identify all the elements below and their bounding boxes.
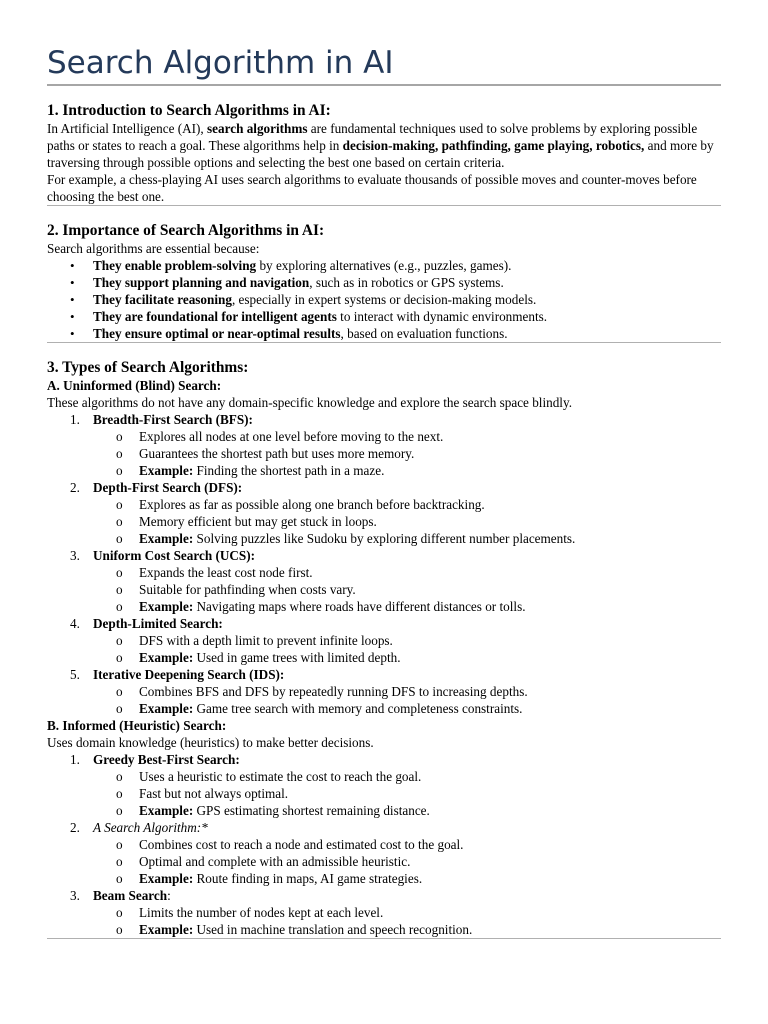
section-heading: 1. Introduction to Search Algorithms in AI:	[47, 102, 331, 119]
detail-item	[139, 445, 721, 462]
text-run: :	[167, 888, 171, 903]
intro-paragraph	[47, 120, 721, 171]
section-importance	[47, 222, 721, 343]
section-divider	[47, 342, 721, 343]
list-item	[93, 274, 721, 291]
text-run: Used in machine translation and speech recognition.	[193, 922, 473, 937]
text-run: by exploring alternatives (e.g., puzzles, games).	[256, 258, 512, 273]
detail-item	[139, 564, 721, 581]
detail-item	[139, 581, 721, 598]
item-number: 2.	[70, 820, 80, 835]
text-run: Fast but not always optimal.	[139, 786, 289, 801]
text-run: Optimal and complete with an admissible heuristic.	[139, 854, 411, 869]
text-run: , such as in robotics or GPS systems.	[309, 275, 504, 290]
importance-list	[47, 257, 721, 342]
detail-item	[139, 904, 721, 921]
detail-item	[139, 598, 721, 615]
subsection-intro: These algorithms do not have any domain-specific knowledge and explore the search space blindly.	[47, 395, 573, 410]
algorithm-name: Breadth-First Search (BFS):	[93, 412, 253, 427]
detail-item	[139, 802, 721, 819]
detail-item	[139, 683, 721, 700]
detail-item	[139, 836, 721, 853]
subsection-heading: A. Uninformed (Blind) Search:	[47, 378, 222, 393]
detail-item	[139, 921, 721, 938]
informed-algorithm-list	[47, 751, 721, 938]
item-number: 4.	[70, 616, 80, 631]
title-divider	[47, 84, 721, 86]
bold-run: decision-making, pathfinding, game playing, robotics,	[342, 138, 645, 153]
text-run: Used in game trees with limited depth.	[193, 650, 401, 665]
text-run: Suitable for pathfinding when costs vary.	[139, 582, 356, 597]
list-item	[93, 308, 721, 325]
text-run: , based on evaluation functions.	[340, 326, 508, 341]
detail-list	[47, 836, 721, 887]
detail-item	[139, 649, 721, 666]
detail-list	[47, 768, 721, 819]
algorithm-name: Greedy Best-First Search:	[93, 752, 240, 767]
bold-run: Example:	[139, 650, 194, 665]
algorithm-item	[47, 547, 721, 615]
bold-run: Example:	[139, 701, 194, 716]
bold-run: They are foundational for intelligent agents	[93, 309, 337, 324]
item-number: 3.	[70, 888, 80, 903]
list-item	[93, 257, 721, 274]
bold-run: Example:	[139, 599, 194, 614]
bold-run: They support planning and navigation	[93, 275, 310, 290]
detail-item	[139, 496, 721, 513]
bold-run: Example:	[139, 922, 194, 937]
bold-run: They facilitate reasoning	[93, 292, 232, 307]
item-number: 3.	[70, 548, 80, 563]
detail-item	[139, 768, 721, 785]
text-run: Route finding in maps, AI game strategies.	[193, 871, 423, 886]
section-intro: Search algorithms are essential because:	[47, 241, 260, 256]
section-heading: 2. Importance of Search Algorithms in AI:	[47, 222, 325, 239]
text-run: are fundamental techniques used to solve problems by exploring possible paths or states to reach a goal. These algorithms help in	[47, 121, 698, 153]
algorithm-item	[47, 479, 721, 547]
text-run: Memory efficient but may get stuck in loops.	[139, 514, 377, 529]
algorithm-name: Uniform Cost Search (UCS):	[93, 548, 256, 563]
text-run: Navigating maps where roads have different distances or tolls.	[193, 599, 526, 614]
section-introduction	[47, 102, 721, 206]
section-heading: 3. Types of Search Algorithms:	[47, 359, 249, 376]
item-number: 1.	[70, 412, 80, 427]
uninformed-algorithm-list	[47, 411, 721, 717]
text-run: Combines cost to reach a node and estimated cost to the goal.	[139, 837, 464, 852]
detail-list	[47, 632, 721, 666]
algorithm-item	[47, 666, 721, 717]
detail-list	[47, 428, 721, 479]
section-divider	[47, 205, 721, 206]
text-run: , especially in expert systems or decision-making models.	[231, 292, 537, 307]
item-number: 1.	[70, 752, 80, 767]
algorithm-item	[47, 615, 721, 666]
subsection-heading: B. Informed (Heuristic) Search:	[47, 718, 227, 733]
bold-run: Example:	[139, 871, 194, 886]
bold-run: They enable problem-solving	[93, 258, 257, 273]
text-run: Guarantees the shortest path but uses more memory.	[139, 446, 415, 461]
algorithm-name: Beam Search	[93, 888, 168, 903]
bold-run: Example:	[139, 531, 194, 546]
text-run: Game tree search with memory and completeness constraints.	[193, 701, 523, 716]
detail-item	[139, 530, 721, 547]
algorithm-name: A Search Algorithm:*	[93, 820, 208, 835]
detail-list	[47, 904, 721, 938]
list-item	[93, 291, 721, 308]
algorithm-item	[47, 819, 721, 887]
bold-run: Example:	[139, 463, 194, 478]
text-run: Explores as far as possible along one branch before backtracking.	[139, 497, 485, 512]
detail-item	[139, 700, 721, 717]
subsection-intro: Uses domain knowledge (heuristics) to make better decisions.	[47, 735, 374, 750]
text-run: Limits the number of nodes kept at each level.	[139, 905, 384, 920]
bold-run: Example:	[139, 803, 194, 818]
detail-item	[139, 632, 721, 649]
algorithm-item	[47, 887, 721, 938]
page-title: Search Algorithm in AI	[47, 45, 394, 81]
text-run: Combines BFS and DFS by repeatedly running DFS to increasing depths.	[139, 684, 528, 699]
detail-list	[47, 564, 721, 615]
detail-item	[139, 513, 721, 530]
text-run: Expands the least cost node first.	[139, 565, 313, 580]
text-run: Explores all nodes at one level before moving to the next.	[139, 429, 444, 444]
text-run: Uses a heuristic to estimate the cost to reach the goal.	[139, 769, 422, 784]
detail-list	[47, 683, 721, 717]
detail-list	[47, 496, 721, 547]
text-run: In Artificial Intelligence (AI),	[47, 121, 208, 136]
detail-item	[139, 785, 721, 802]
text-run: GPS estimating shortest remaining distance.	[193, 803, 430, 818]
algorithm-name: Depth-Limited Search:	[93, 616, 223, 631]
section-divider	[47, 938, 721, 939]
detail-item	[139, 462, 721, 479]
text-run: DFS with a depth limit to prevent infinite loops.	[139, 633, 393, 648]
section-types	[47, 359, 721, 939]
detail-item	[139, 870, 721, 887]
algorithm-name: Iterative Deepening Search (IDS):	[93, 667, 285, 682]
text-run: Finding the shortest path in a maze.	[193, 463, 385, 478]
text-run: to interact with dynamic environments.	[336, 309, 548, 324]
text-run: and more by traversing through possible options and selecting the best one based on certain criteria.	[47, 138, 714, 170]
algorithm-item	[47, 411, 721, 479]
list-item	[93, 325, 721, 342]
detail-item	[139, 428, 721, 445]
text-run: Solving puzzles like Sudoku by exploring different number placements.	[193, 531, 576, 546]
bold-run: search algorithms	[207, 121, 308, 136]
detail-item	[139, 853, 721, 870]
item-number: 2.	[70, 480, 80, 495]
example-paragraph: For example, a chess-playing AI uses search algorithms to evaluate thousands of possible moves and counter-moves before choosing the best one.	[47, 172, 697, 204]
algorithm-item	[47, 751, 721, 819]
algorithm-name: Depth-First Search (DFS):	[93, 480, 243, 495]
item-number: 5.	[70, 667, 80, 682]
bold-run: They ensure optimal or near-optimal results	[93, 326, 341, 341]
